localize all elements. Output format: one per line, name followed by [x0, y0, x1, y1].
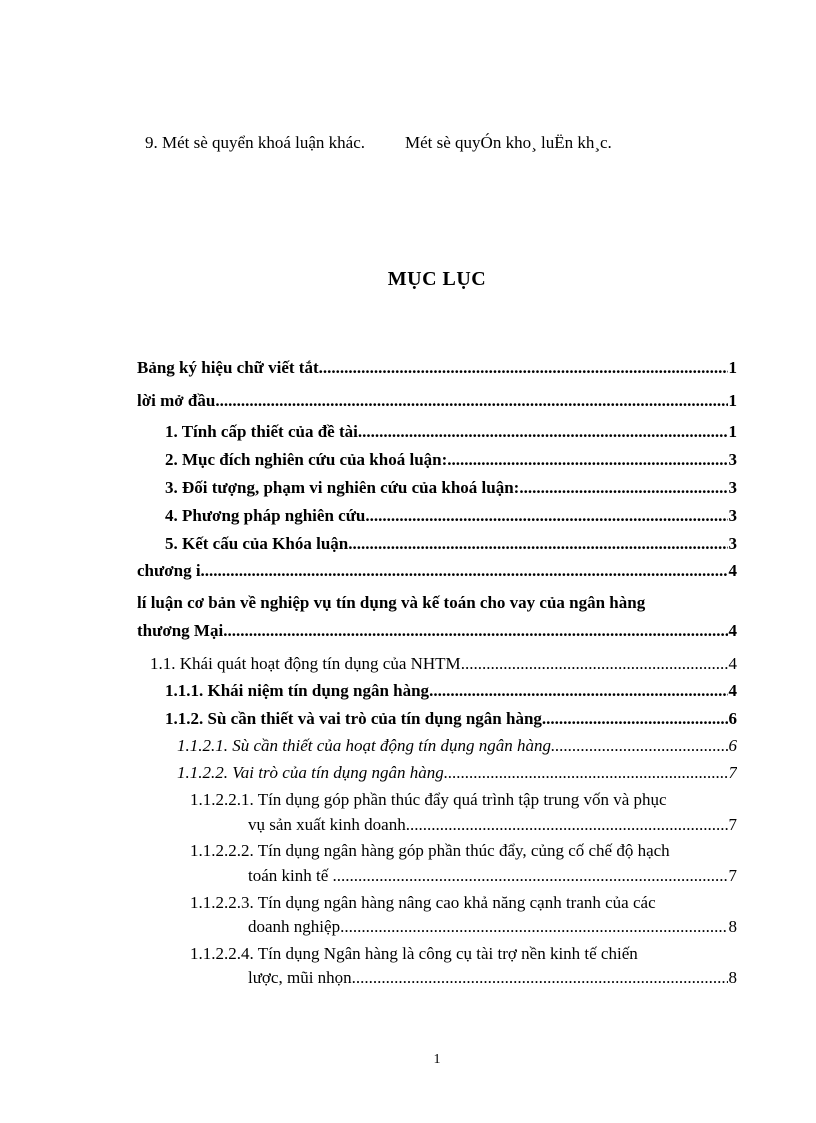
toc-entry-page: 8 — [728, 917, 737, 936]
toc-entry-text: 1.1.2.1. Sù cần thiết của hoạt động tín dụng ngân hàng. — [177, 736, 556, 755]
toc-entry-text: lược, mũi nhọn. — [248, 968, 356, 987]
toc-entry-page: 6 — [728, 736, 737, 755]
top-line — [145, 133, 612, 153]
toc-entry-page: 8 — [728, 968, 737, 987]
toc-entry-text: 4. Phương pháp nghiên cứu — [165, 506, 366, 525]
toc-entry-text: doanh nghiệp. — [248, 917, 345, 936]
toc-entry-text: chương i — [137, 561, 201, 580]
toc-entry-text: lời mở đầu — [137, 391, 216, 410]
toc-entry-page: 7 — [728, 866, 737, 885]
toc-entry-text: 5. Kết cấu của Khóa luận. — [165, 534, 353, 553]
toc-entry[interactable] — [248, 815, 737, 835]
toc-entry[interactable] — [137, 358, 737, 378]
toc-entry-text: 1.1. Khái quát hoạt động tín dụng của NHTM — [150, 654, 461, 673]
toc-entry-line1[interactable]: 1.1.2.2.3. Tín dụng ngân hàng nâng cao khả năng cạnh tranh của các — [190, 893, 656, 912]
toc-entry-page: 3 — [728, 534, 737, 553]
toc-entry[interactable] — [150, 654, 737, 674]
toc-entry[interactable] — [165, 506, 737, 526]
toc-entry-line1[interactable]: lí luận cơ bản về nghiệp vụ tín dụng và kế toán cho vay của ngân hàng — [137, 593, 646, 612]
toc-entry-text: vụ sản xuất kinh doanh. — [248, 815, 410, 834]
toc-entry-page: 1 — [728, 422, 737, 441]
toc-entry-page: 1 — [728, 391, 737, 410]
page-number: 1 — [433, 1052, 441, 1067]
top-line-left: 9. Mét sè quyển khoá luận khác. — [145, 133, 365, 152]
toc-entry-page: 1 — [728, 358, 737, 377]
toc-entry-page: 7 — [728, 815, 737, 834]
toc-entry-text: 2. Mục đích nghiên cứu của khoá luận: — [165, 450, 448, 469]
toc-entry[interactable] — [177, 763, 737, 783]
toc-entry[interactable] — [177, 736, 737, 756]
page-title: MỤC LỤC — [387, 268, 487, 290]
toc-entry-line1[interactable]: 1.1.2.2.4. Tín dụng Ngân hàng là công cụ tài trợ nền kinh tế chiến — [190, 944, 638, 963]
toc-entry[interactable] — [248, 917, 737, 937]
toc-entry-text: 3. Đối tượng, phạm vi nghiên cứu của khoá luận: — [165, 478, 520, 497]
toc-entry-text: Bảng ký hiệu chữ viết tắt — [137, 358, 319, 377]
toc-entry-page: 4 — [728, 654, 737, 673]
toc-entry[interactable] — [165, 422, 737, 442]
toc-entry-text: 1.1.2. Sù cần thiết và vai trò của tín dụng ngân hàng. — [165, 709, 547, 728]
toc-entry[interactable] — [248, 866, 737, 886]
toc-entry[interactable] — [137, 561, 737, 581]
toc-entry-text: 1.1.2.2. Vai trò của tín dụng ngân hàng — [177, 763, 444, 782]
top-line-right: Mét sè quyÓn kho¸ luËn kh¸c. — [405, 133, 612, 152]
toc-entry-page: 3 — [728, 478, 737, 497]
toc-entry-page: 4 — [728, 681, 737, 700]
toc-entry[interactable] — [165, 478, 737, 498]
toc-entry[interactable] — [137, 391, 737, 411]
toc-entry[interactable] — [165, 709, 737, 729]
toc-entry[interactable] — [248, 968, 737, 988]
toc-entry[interactable] — [165, 450, 737, 470]
toc-entry-page: 7 — [728, 763, 737, 782]
toc-entry-text: 1. Tính cấp thiết của đề tài — [165, 422, 358, 441]
toc-entry-text: thương Mại — [137, 621, 224, 640]
toc-entry-text: 1.1.1. Khái niệm tín dụng ngân hàng — [165, 681, 430, 700]
toc-entry-text: toán kinh tế . — [248, 866, 337, 885]
toc-entry-line1[interactable]: 1.1.2.2.1. Tín dụng góp phần thúc đẩy quá trình tập trung vốn và phục — [190, 790, 667, 809]
toc-entry-line1[interactable]: 1.1.2.2.2. Tín dụng ngân hàng góp phần thúc đẩy, củng cố chế độ hạch — [190, 841, 670, 860]
toc-entry-page: 4 — [728, 621, 737, 640]
toc-entry-page: 6 — [728, 709, 737, 728]
toc-entry-page: 4 — [728, 561, 737, 580]
toc-entry[interactable] — [137, 621, 737, 641]
toc-entry[interactable] — [165, 681, 737, 701]
toc-entry-page: 3 — [728, 506, 737, 525]
toc-entry[interactable] — [165, 534, 737, 554]
toc-entry-page: 3 — [728, 450, 737, 469]
